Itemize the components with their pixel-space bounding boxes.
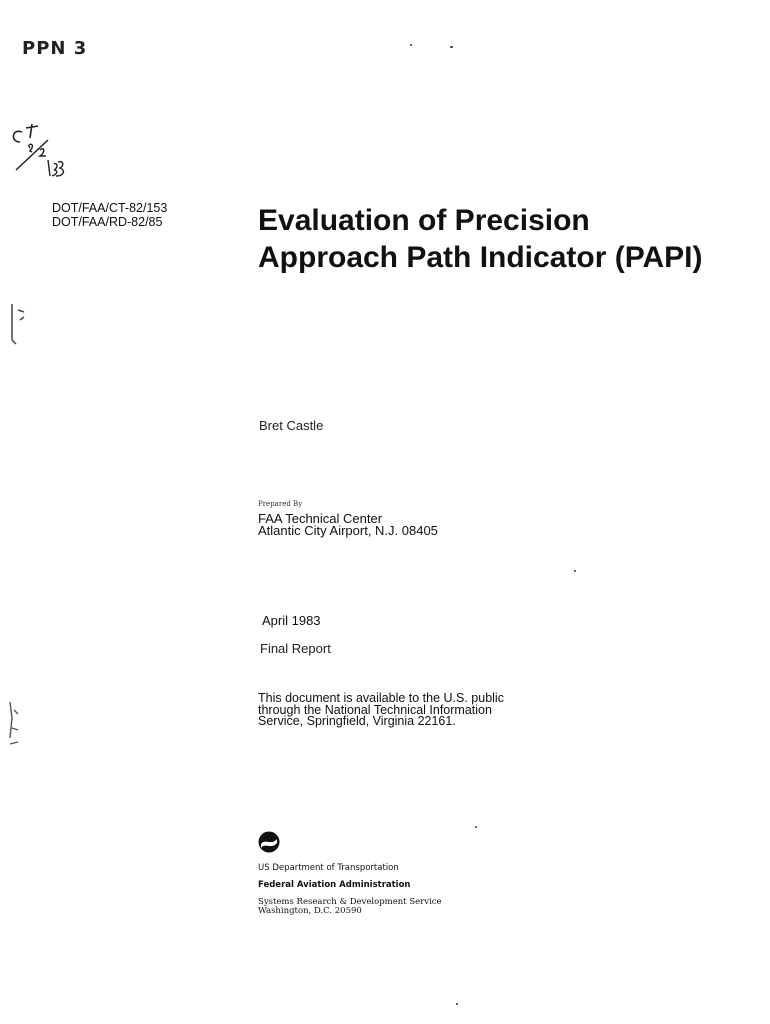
archive-stamp: PPN 3 bbox=[22, 38, 88, 59]
scan-artifact-bottom bbox=[4, 698, 44, 758]
availability-statement bbox=[258, 693, 504, 728]
scan-speck bbox=[450, 46, 453, 48]
agency-service: Systems Research & Development Service bbox=[258, 897, 442, 907]
agency-block bbox=[258, 863, 442, 916]
title-line-1: Evaluation of Precision bbox=[258, 204, 590, 237]
availability-line-1: This document is available to the U.S. public bbox=[258, 691, 504, 705]
handwritten-annotation bbox=[8, 120, 78, 190]
agency-administration: Federal Aviation Administration bbox=[258, 880, 411, 890]
agency-department: US Department of Transportation bbox=[258, 863, 399, 873]
scan-speck bbox=[410, 44, 412, 46]
dot-logo-icon bbox=[258, 831, 280, 853]
organization-address: Atlantic City Airport, N.J. 08405 bbox=[258, 523, 438, 538]
report-number-ct: DOT/FAA/CT-82/153 bbox=[52, 201, 168, 215]
author: Bret Castle bbox=[259, 418, 324, 433]
preparing-organization bbox=[258, 513, 438, 537]
report-date: April 1983 bbox=[262, 613, 321, 628]
prepared-by-label: Prepared By bbox=[258, 500, 303, 508]
scan-speck bbox=[574, 570, 576, 572]
report-number-rd: DOT/FAA/RD-82/85 bbox=[52, 215, 163, 229]
scan-speck bbox=[475, 826, 477, 828]
scan-artifact-top bbox=[4, 300, 44, 350]
document-title bbox=[258, 202, 702, 276]
title-line-2: Approach Path Indicator (PAPI) bbox=[258, 241, 703, 274]
availability-line-2: through the National Technical Information bbox=[258, 702, 492, 717]
report-type: Final Report bbox=[260, 641, 331, 656]
organization-name: FAA Technical Center bbox=[258, 511, 383, 526]
scan-speck bbox=[456, 1003, 458, 1005]
agency-address: Washington, D.C. 20590 bbox=[258, 906, 362, 916]
report-numbers bbox=[52, 201, 167, 229]
availability-line-3: Service, Springfield, Virginia 22161. bbox=[258, 714, 456, 728]
